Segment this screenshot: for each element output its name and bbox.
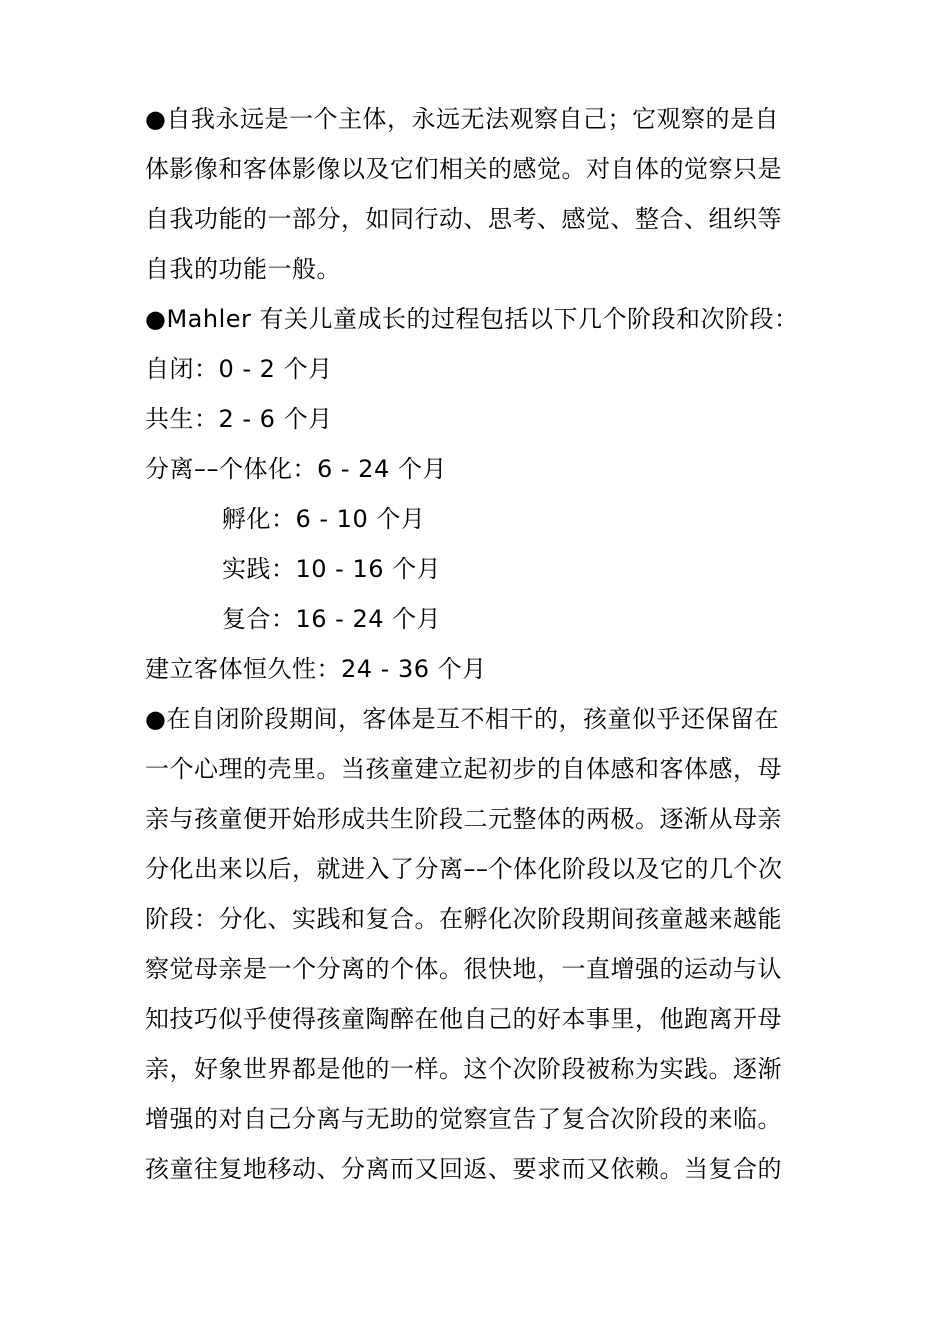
substage-rapprochement: 复合：16 - 24 个月 <box>222 605 442 633</box>
text-line: 增强的对自己分离与无助的觉察宣告了复合次阶段的来临。 <box>145 1105 782 1133</box>
text-line: ●在自闭阶段期间，客体是互不相干的，孩童似乎还保留在 <box>145 705 779 733</box>
text-line: 自我功能的一部分，如同行动、思考、感觉、整合、组织等 <box>145 205 782 233</box>
text-line: 分化出来以后，就进入了分离––个体化阶段以及它的几个次 <box>145 855 783 883</box>
document-body <box>145 94 810 1194</box>
text-line: 自我的功能一般。 <box>145 255 341 283</box>
text-line: 孩童往复地移动、分离而又回返、要求而又依赖。当复合的 <box>145 1155 782 1183</box>
text-line: 一个心理的壳里。当孩童建立起初步的自体感和客体感，母 <box>145 755 782 783</box>
stage-separation-individuation: 分离––个体化：6 - 24 个月 <box>145 455 447 483</box>
text-line: ●自我永远是一个主体，永远无法观察自己；它观察的是自 <box>145 105 779 133</box>
substage-practicing: 实践：10 - 16 个月 <box>222 555 442 583</box>
stage-autism: 自闭：0 - 2 个月 <box>145 355 333 383</box>
stage-object-constancy: 建立客体恒久性：24 - 36 个月 <box>145 655 487 683</box>
text-line: 阶段：分化、实践和复合。在孵化次阶段期间孩童越来越能 <box>145 905 782 933</box>
text-line: 察觉母亲是一个分离的个体。很快地，一直增强的运动与认 <box>145 955 782 983</box>
text-line: 亲与孩童便开始形成共生阶段二元整体的两极。逐渐从母亲 <box>145 805 782 833</box>
text-line: 知技巧似乎使得孩童陶醉在他自己的好本事里，他跑离开母 <box>145 1005 782 1033</box>
substage-hatching: 孵化：6 - 10 个月 <box>222 505 426 533</box>
stage-symbiosis: 共生：2 - 6 个月 <box>145 405 333 433</box>
text-line: ●Mahler 有关儿童成长的过程包括以下几个阶段和次阶段： <box>145 305 799 333</box>
text-line: 体影像和客体影像以及它们相关的感觉。对自体的觉察只是 <box>145 155 782 183</box>
text-line: 亲，好象世界都是他的一样。这个次阶段被称为实践。逐渐 <box>145 1055 782 1083</box>
